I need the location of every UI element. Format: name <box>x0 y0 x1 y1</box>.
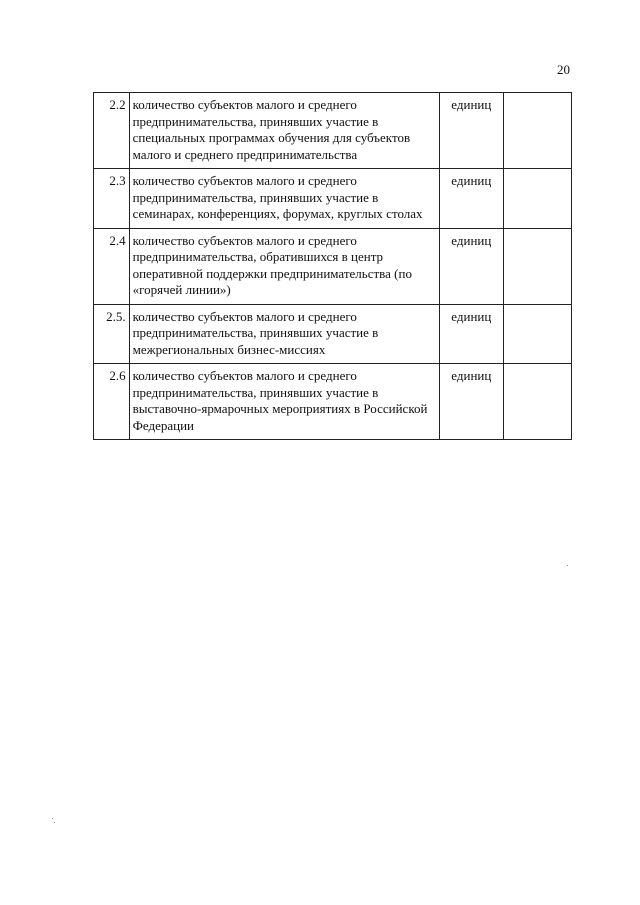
row-number: 2.3 <box>94 169 130 229</box>
value-cell <box>503 93 571 169</box>
indicator-description: количество субъектов малого и среднего предпринимательства, принявших участие в выставочно-ярмарочных мероприятиях в Российской Федерации <box>129 364 439 440</box>
row-number: 2.5. <box>94 304 130 364</box>
unit-of-measure: единиц <box>439 93 503 169</box>
row-number: 2.6 <box>94 364 130 440</box>
unit-of-measure: единиц <box>439 304 503 364</box>
scan-speck <box>54 822 55 823</box>
value-cell <box>503 169 571 229</box>
indicator-description: количество субъектов малого и среднего предпринимательства, принявших участие в межрегиональных бизнес-миссиях <box>129 304 439 364</box>
table-row <box>94 228 572 304</box>
indicator-description: количество субъектов малого и среднего предпринимательства, принявших участие в семинарах, конференциях, форумах, круглых столах <box>129 169 439 229</box>
unit-of-measure: единиц <box>439 228 503 304</box>
indicators-table <box>93 92 572 440</box>
scan-speck <box>52 818 53 819</box>
row-number: 2.2 <box>94 93 130 169</box>
value-cell <box>503 364 571 440</box>
table-row <box>94 304 572 364</box>
indicator-description: количество субъектов малого и среднего предпринимательства, обратившихся в центр оперативной поддержки предпринимательства (по «горячей линии») <box>129 228 439 304</box>
page-number: 20 <box>557 62 570 77</box>
table-row <box>94 169 572 229</box>
row-number: 2.4 <box>94 228 130 304</box>
unit-of-measure: единиц <box>439 364 503 440</box>
unit-of-measure: единиц <box>439 169 503 229</box>
table-row <box>94 364 572 440</box>
scan-speck <box>567 565 568 566</box>
table-row <box>94 93 572 169</box>
value-cell <box>503 228 571 304</box>
indicator-description: количество субъектов малого и среднего предпринимательства, принявших участие в специальных программах обучения для субъектов малого и среднего предпринимательства <box>129 93 439 169</box>
value-cell <box>503 304 571 364</box>
